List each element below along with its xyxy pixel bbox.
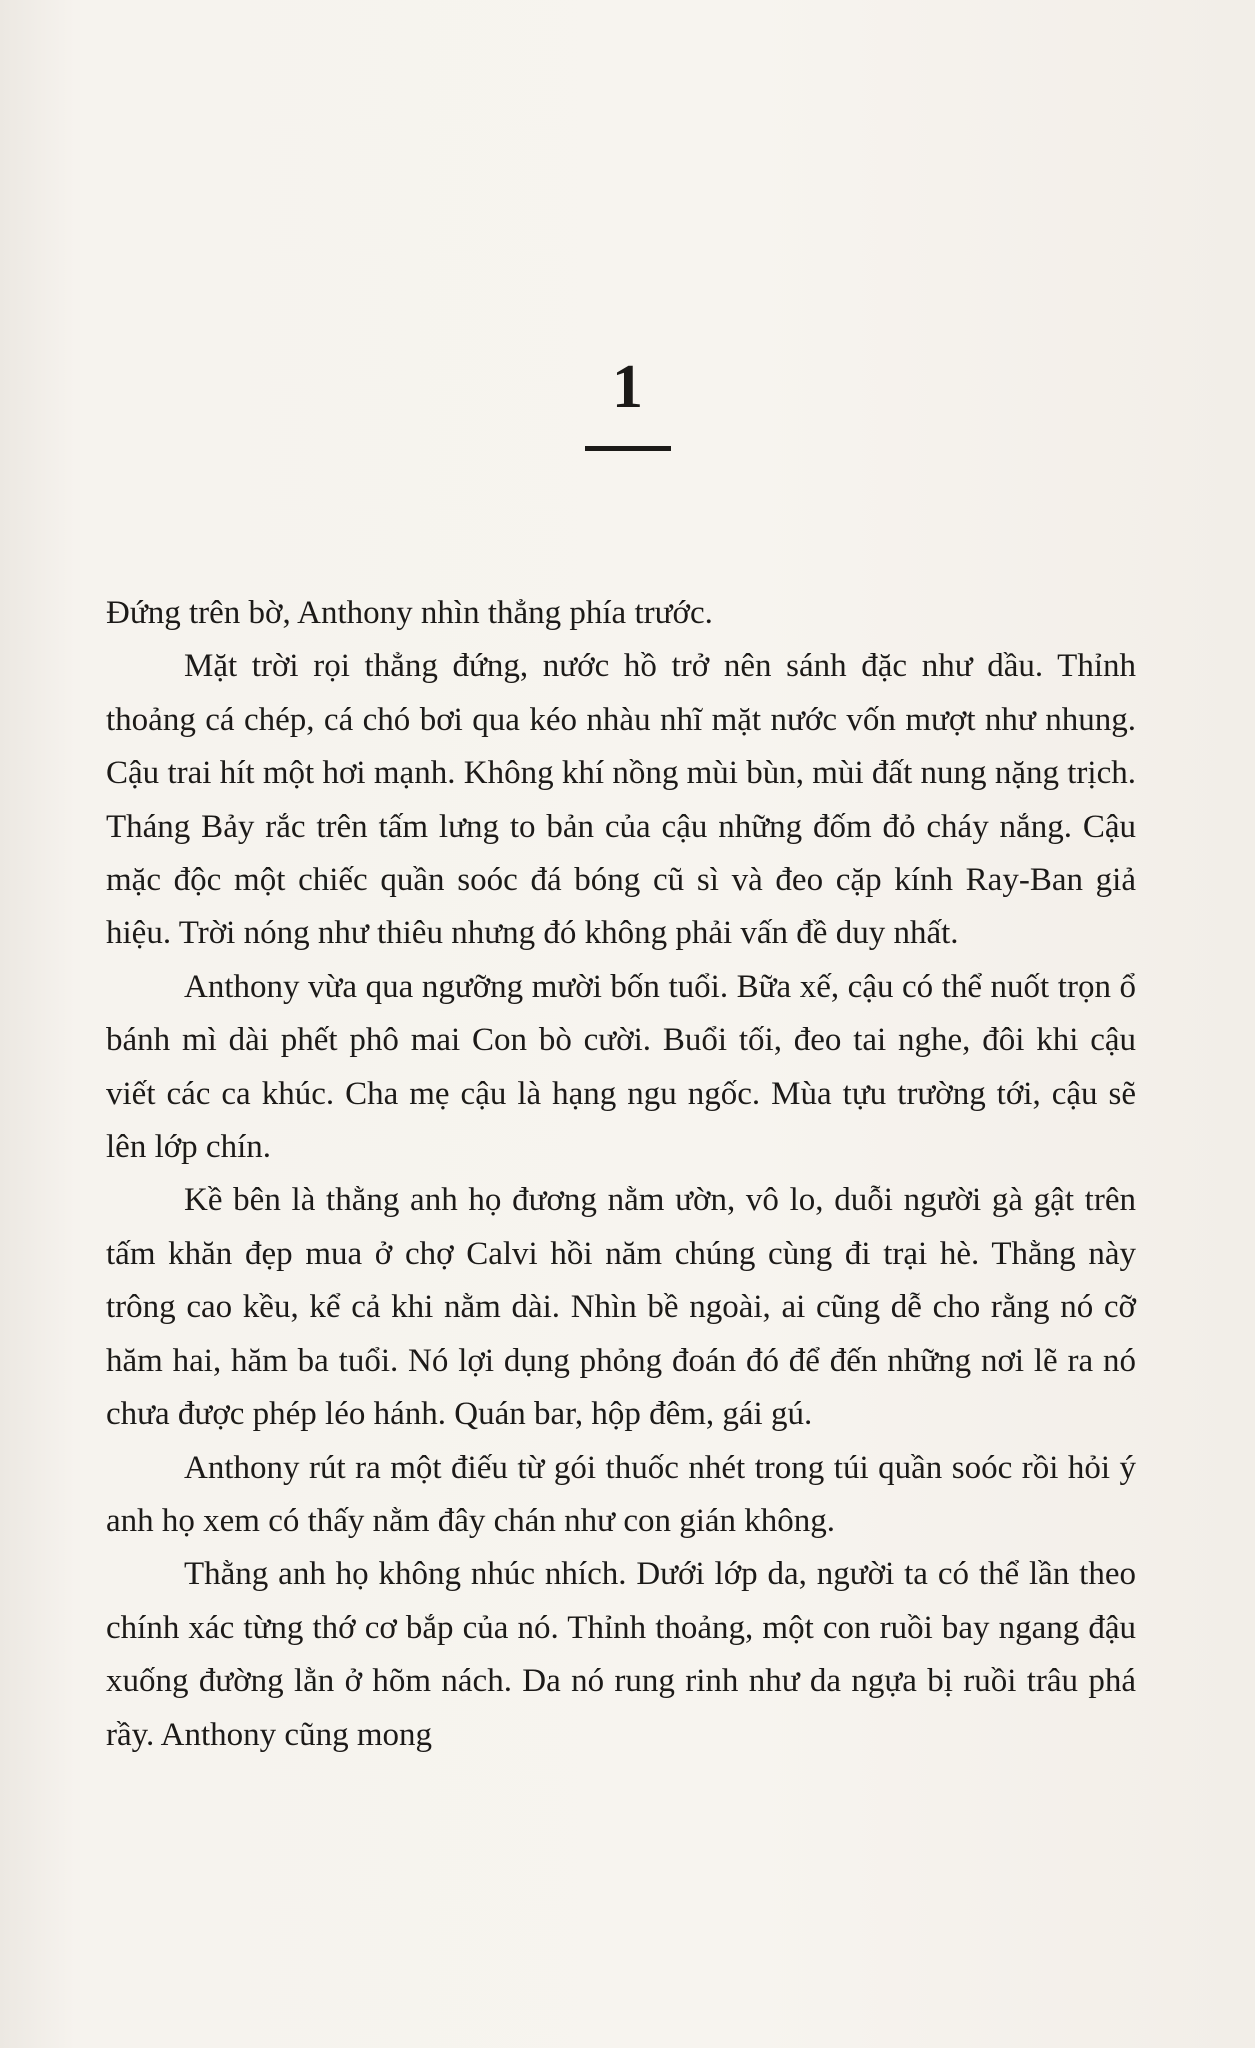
paragraph: Anthony vừa qua ngưỡng mười bốn tuổi. Bữa xế, cậu có thể nuốt trọn ổ bánh mì dài phết phô mai Con bò cười. Buổi tối, đeo tai nghe, đôi khi cậu viết các ca khúc. Cha mẹ cậu là hạng ngu ngốc. Mùa tựu trường tới, cậu sẽ lên lớp chín.: [106, 968, 1136, 1166]
paragraph: Anthony rút ra một điếu từ gói thuốc nhét trong túi quần soóc rồi hỏi ý anh họ xem có thấy nằm đây chán như con gián không.: [106, 1449, 1136, 1539]
paragraph: Thằng anh họ không nhúc nhích. Dưới lớp da, người ta có thể lần theo chính xác từng thớ cơ bắp của nó. Thỉnh thoảng, một con ruồi bay ngang đậu xuống đường lằn ở hõm nách. Da nó rung rinh như da ngựa bị ruồi trâu phá rầy. Anthony cũng mong: [106, 1556, 1136, 1753]
paragraph: Đứng trên bờ, Anthony nhìn thẳng phía trước.: [106, 595, 713, 631]
chapter-body: [106, 587, 1136, 1762]
chapter-number: 1: [612, 353, 643, 421]
paragraph: Kề bên là thằng anh họ đương nằm ườn, vô lo, duỗi người gà gật trên tấm khăn đẹp mua ở chợ Calvi hồi năm chúng cùng đi trại hè. Thằng này trông cao kều, kể cả khi nằm dài. Nhìn bề ngoài, ai cũng dễ cho rằng nó cỡ hăm hai, hăm ba tuổi. Nó lợi dụng phỏng đoán đó để đến những nơi lẽ ra nó chưa được phép léo hánh. Quán bar, hộp đêm, gái gú.: [106, 1182, 1136, 1433]
chapter-rule: [585, 446, 671, 451]
paragraph: Mặt trời rọi thẳng đứng, nước hồ trở nên sánh đặc như dầu. Thỉnh thoảng cá chép, cá chó bơi qua kéo nhàu nhĩ mặt nước vốn mượt như nhung. Cậu trai hít một hơi mạnh. Không khí nồng mùi bùn, mùi đất nung nặng trịch. Tháng Bảy rắc trên tấm lưng to bản của cậu những đốm đỏ cháy nắng. Cậu mặc độc một chiếc quần soóc đá bóng cũ sì và đeo cặp kính Ray-Ban giả hiệu. Trời nóng như thiêu nhưng đó không phải vấn đề duy nhất.: [106, 648, 1136, 952]
